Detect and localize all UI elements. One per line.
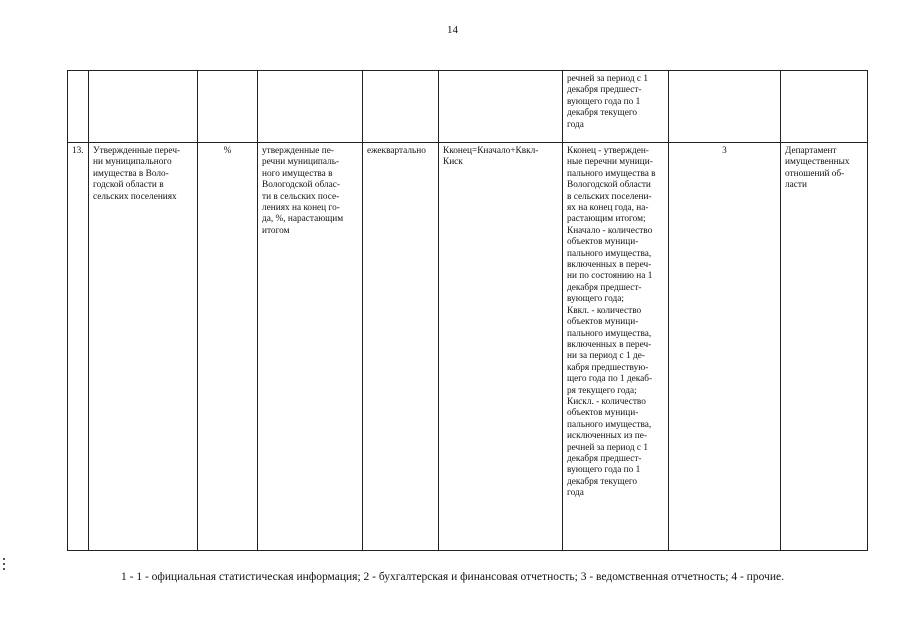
method-text: Кконец - утвержден- ные перечни муници- пального имущества в Вологодской области в сельских поселени- ях на конец года, на- растающим итогом; Кначало - количество объектов муници- пального имущества, включенных в переч- ни по состоянию на 1 декабря предшест- вующего года; Квкл. - количество объектов муници- пального имущества, включенных в переч- ни за период с 1 де- кабря предшествую- щего года по 1 декаб- ря текущего года; Кискл. - количество объектов муници- пального имущества, исключенных из пе- речней за период с 1 декабря предшест- вующего года по 1 декабря текущего года — [567, 146, 656, 499]
definition-cell — [258, 143, 363, 551]
source-cell — [669, 143, 781, 551]
formula: Кконец=Кначало+Квкл- Киск — [443, 146, 539, 168]
method-cell — [563, 71, 669, 143]
formula-cell — [439, 71, 563, 143]
indicator-name-cell — [89, 143, 198, 551]
periodicity: ежеквартально — [367, 146, 426, 156]
indicator-name: Утвержденные переч- ни муниципального имущества в Воло- годской области в сельских поселениях — [93, 146, 181, 202]
formula-cell — [439, 143, 563, 551]
row-number-cell — [68, 71, 89, 143]
definition: утвержденные пе- речни муниципаль- ного имущества в Вологодской облас- ти в сельских посе- лениях на конец го- да, %, нарастающим итогом — [262, 146, 344, 236]
row-number: 13. — [72, 146, 84, 156]
row-number-cell — [68, 143, 89, 551]
periodicity-cell — [363, 143, 439, 551]
unit-cell — [198, 143, 258, 551]
table-row — [68, 143, 868, 551]
table-row — [68, 71, 868, 143]
unit: % — [223, 146, 232, 156]
footnote: 1 - 1 - официальная статистическая информация; 2 - бухгалтерская и финансовая отчетность; 3 - ведомственная отчетность; 4 - прочие. — [121, 571, 784, 583]
unit-cell — [198, 71, 258, 143]
indicators-table — [67, 70, 868, 551]
page-number: 14 — [447, 24, 458, 36]
source: 3 — [722, 146, 727, 156]
method-cell — [563, 143, 669, 551]
responsible: Департамент имущественных отношений об- ласти — [785, 146, 850, 191]
periodicity-cell — [363, 71, 439, 143]
indicator-name-cell — [89, 71, 198, 143]
responsible-cell — [781, 143, 868, 551]
responsible-cell — [781, 71, 868, 143]
definition-cell — [258, 71, 363, 143]
source-cell — [669, 71, 781, 143]
method-text: речней за период с 1 декабря предшест- вующего года по 1 декабря текущего года — [567, 74, 649, 130]
